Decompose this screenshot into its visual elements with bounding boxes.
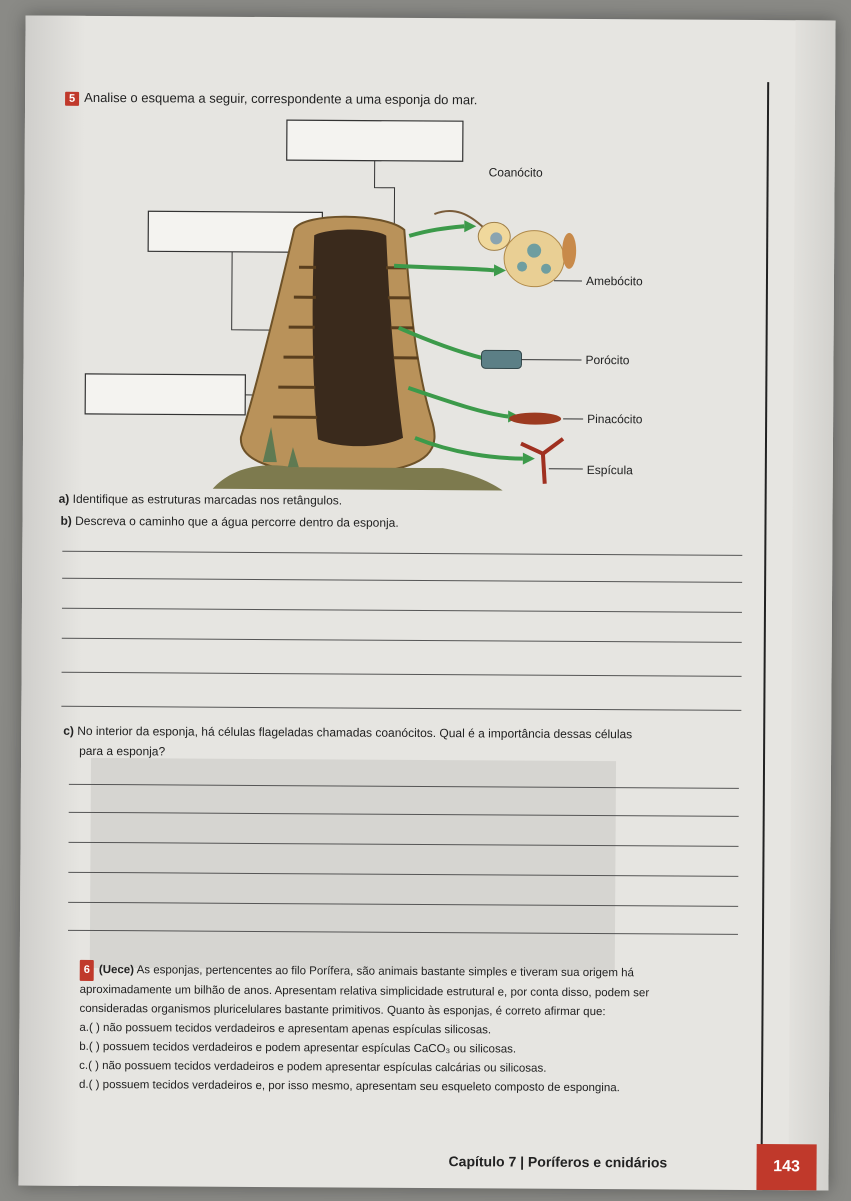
item-b	[60, 514, 398, 530]
page-edge	[788, 20, 835, 1190]
label-espicula: Espícula	[586, 462, 633, 478]
option-c[interactable]: c.( ) não possuem tecidos verdadeiros e podem apresentar espículas calcárias ou silicosas.	[79, 1059, 547, 1075]
label-box-1[interactable]	[287, 120, 463, 161]
item-c-text-line2: para a esponja?	[79, 743, 166, 759]
item-c	[63, 721, 753, 765]
option-d[interactable]: d.( ) possuem tecidos verdadeiros e, por isso mesmo, apresentam seu esqueleto composto de espongina.	[79, 1078, 620, 1095]
item-a-letter: a)	[58, 491, 70, 506]
question-6-line1: As esponjas, pertencentes ao filo Porífera, são animais bastante simples e tiveram sua origem há	[136, 964, 634, 980]
option-a[interactable]: a.( ) não possuem tecidos verdadeiros e apresentam apenas espículas silicosas.	[79, 1021, 492, 1037]
chapter-title: Capítulo 7 | Poríferos e cnidários	[448, 1153, 668, 1171]
question-5-number: 5	[65, 92, 79, 106]
answer-line[interactable]	[62, 551, 742, 556]
page-number: 143	[756, 1144, 816, 1190]
question-6-source: (Uece)	[98, 964, 135, 977]
label-box-3[interactable]	[85, 374, 245, 415]
question-6-line3: consideradas organismos pluricelulares bastante primitivos. Quanto às esponjas, é correto afirmar que:	[79, 1002, 606, 1019]
label-pinacocito: Pinacócito	[587, 411, 643, 427]
label-coanocito: Coanócito	[488, 165, 543, 180]
label-amebocito: Amebócito	[585, 273, 643, 289]
right-leader-lines	[521, 281, 584, 469]
question-5-prompt	[65, 90, 477, 109]
answer-line[interactable]	[61, 706, 741, 711]
question-5-text: Analise o esquema a seguir, correspondente a uma esponja do mar.	[84, 89, 478, 108]
item-c-letter: c)	[63, 723, 74, 738]
answer-line[interactable]	[62, 638, 742, 643]
pinacocito-cell	[509, 412, 561, 424]
sponge-base-rock	[213, 465, 503, 491]
item-a-text: Identifique as estruturas marcadas nos retângulos.	[72, 491, 343, 508]
label-porocito: Porócito	[585, 352, 630, 368]
amebocito-cell	[504, 230, 576, 286]
item-b-letter: b)	[60, 513, 72, 528]
sponge-diagram	[63, 116, 705, 500]
answer-line[interactable]	[62, 578, 742, 583]
answer-line[interactable]	[62, 608, 742, 613]
question-6-line2: aproximadamente um bilhão de anos. Apresentam relativa simplicidade estrutural e, por conta disso, podem ser	[79, 983, 650, 1000]
show-through-shading	[90, 758, 616, 971]
item-c-text-line1: No interior da esponja, há células flageladas chamadas coanócitos. Qual é a importância dessas células	[77, 723, 633, 742]
workbook-page	[18, 16, 835, 1191]
question-6	[79, 960, 762, 1099]
porocito-cell	[481, 350, 521, 368]
answer-line[interactable]	[62, 672, 742, 677]
coanocito-cell	[434, 211, 510, 251]
option-b[interactable]: b.( ) possuem tecidos verdadeiros e podem apresentar espículas CaCO₃ ou silicosas.	[79, 1040, 517, 1056]
item-a	[59, 492, 343, 508]
question-6-number: 6	[80, 960, 94, 981]
margin-rule	[761, 82, 770, 1154]
item-b-text: Descreva o caminho que a água percorre dentro da esponja.	[75, 513, 399, 530]
